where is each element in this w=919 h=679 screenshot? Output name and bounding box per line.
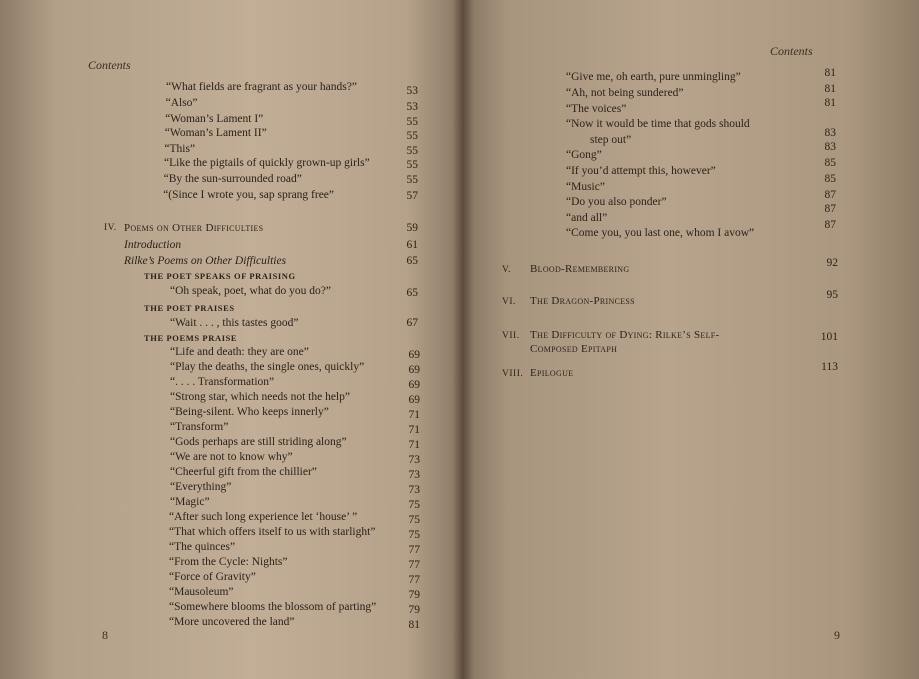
toc-entry-page: 79 [408,604,420,616]
toc-entry-page: 75 [408,529,420,541]
section-title-continued: Composed Epitaph [530,343,618,355]
toc-entry-page: 55 [406,129,418,142]
toc-entry-page: 77 [408,574,420,586]
toc-entry-page: 71 [408,424,420,436]
toc-entry-page: 69 [408,379,420,391]
toc-entry-page: 85 [824,173,836,185]
toc-entry-page: 87 [824,203,836,215]
toc-entry: “Woman’s Lament II” [164,127,267,139]
toc-entry: “. . . . Transformation” [170,376,275,388]
toc-entry-page: 75 [408,514,420,526]
section-title: Epilogue [530,367,574,379]
rilkes-poems-page: 65 [406,255,418,267]
toc-entry: “Life and death: they are one” [170,346,309,358]
toc-entry-page: 73 [408,469,420,481]
toc-entry: “Being-silent. Who keeps innerly” [170,406,329,418]
left-running-head: Contents [88,58,131,72]
section-page: 101 [820,331,838,343]
section-number: VIII. [502,369,524,379]
toc-entry: “(Since I wrote you, sap sprang free” [163,189,335,201]
introduction-title: Introduction [124,239,182,251]
section-number: VII. [502,331,520,341]
toc-entry: step out” [590,134,632,146]
toc-entry: “If you’d attempt this, however” [566,165,716,177]
toc-entry: “and all” [566,212,608,224]
toc-entry: “Strong star, which needs not the help” [170,391,350,403]
toc-entry-page: 85 [824,157,836,169]
toc-entry-page: 83 [824,127,836,139]
toc-entry: “Like the pigtails of quickly grown-up girls” [164,157,370,169]
toc-entry-page: 69 [408,349,420,361]
right-running-head: Contents [770,44,813,58]
toc-entry-page: 75 [408,499,420,511]
section-page: 113 [821,361,838,373]
section-title: The Dragon-Princess [530,295,635,307]
toc-entry-page: 73 [408,484,420,496]
toc-entry: “Everything” [170,481,232,493]
toc-entry: “Do you also ponder” [566,196,667,208]
toc-entry-page: 87 [824,219,836,231]
entry-wait-tastes-good-page: 67 [406,317,418,329]
toc-entry: “Give me, oh earth, pure unmingling” [566,71,741,83]
section-title: Blood-Remembering [530,263,630,275]
toc-entry-page: 69 [408,394,420,406]
toc-entry-page: 55 [406,158,418,171]
entry-wait-tastes-good: “Wait . . . , this tastes good” [170,317,299,329]
entry-oh-speak-poet: “Oh speak, poet, what do you do?” [170,285,331,297]
entry-oh-speak-poet-page: 65 [406,287,418,299]
toc-entry-page: 81 [824,67,836,79]
toc-entry-page: 57 [406,189,418,202]
section-iv-title: Poems on Other Difficulties [124,222,264,234]
right-page [462,0,919,679]
subheading-poet-praises: THE POET PRAISES [144,303,235,313]
toc-entry-page: 55 [406,174,418,186]
section-number: VI. [502,297,516,307]
section-iv-page: 59 [406,222,418,234]
toc-entry-page: 71 [408,409,420,421]
toc-entry: “Gong” [566,149,602,161]
toc-entry-page: 77 [408,559,420,571]
toc-entry: “Ah, not being sundered” [566,87,684,99]
toc-entry: “Come you, you last one, whom I avow” [566,227,755,239]
toc-entry-page: 79 [408,589,420,601]
section-page: 92 [826,257,838,269]
book-gutter [452,0,474,679]
toc-entry: “This” [164,143,196,155]
introduction-page: 61 [406,239,418,251]
toc-entry-page: 77 [408,544,420,556]
toc-entry-page: 73 [408,454,420,466]
subheading-poems-praise: THE POEMS PRAISE [144,333,238,343]
toc-entry-page: 53 [406,100,418,113]
toc-entry: “From the Cycle: Nights” [169,556,288,568]
rilkes-poems-title: Rilke’s Poems on Other Difficulties [124,255,287,267]
toc-entry: “Cheerful gift from the chillier” [170,466,317,478]
section-iv-number: IV. [104,223,117,233]
right-page-number: 9 [834,628,840,642]
toc-entry-page: 53 [406,85,418,97]
toc-entry: “The voices” [566,103,627,115]
toc-entry-page: 81 [824,83,836,95]
toc-entry-page: 81 [824,97,836,109]
left-page-number: 8 [102,628,108,642]
toc-entry: “By the sun-surrounded road” [163,173,302,185]
section-number: V. [502,265,512,275]
toc-entry: “What fields are fragrant as your hands?” [166,81,357,93]
toc-entry-page: 83 [824,141,836,153]
toc-entry: “Music” [566,181,605,193]
toc-entry: “Mausoleum” [169,586,234,598]
toc-entry: “Also” [165,97,198,109]
toc-entry: “Somewhere blooms the blossom of parting” [169,601,377,613]
toc-entry: “Magic” [170,496,210,508]
toc-entry-page: 81 [408,619,420,631]
toc-entry: “That which offers itself to us with starlight” [169,526,376,538]
toc-entry: “Woman’s Lament I” [165,113,264,125]
toc-entry-page: 71 [408,439,420,451]
toc-entry: “Now it would be time that gods should [566,118,750,130]
toc-entry: “After such long experience let ‘house’ ” [169,511,358,523]
toc-entry: “The quinces” [169,541,236,553]
toc-entry-page: 87 [824,189,836,201]
toc-entry: “We are not to know why” [170,451,293,463]
toc-entry-page: 69 [408,364,420,376]
section-page: 95 [826,289,838,301]
subheading-poet-speaks: THE POET SPEAKS OF PRAISING [144,271,296,281]
toc-entry: “Force of Gravity” [169,571,256,583]
toc-entry: “Gods perhaps are still striding along” [170,436,347,448]
toc-entry: “Play the deaths, the single ones, quickly” [170,361,365,373]
section-title: The Difficulty of Dying: Rilke’s Self- [530,329,720,341]
toc-entry: “Transform” [170,421,229,433]
toc-entry: “More uncovered the land” [169,616,295,628]
toc-entry-page: 55 [406,116,418,128]
toc-entry-page: 55 [406,145,418,157]
